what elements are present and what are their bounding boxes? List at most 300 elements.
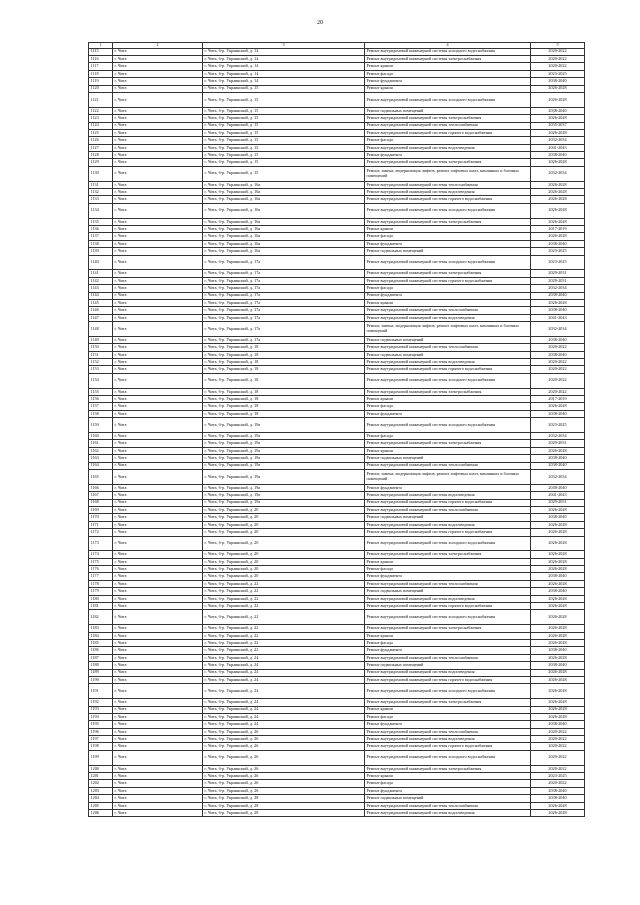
cell-period: 2029-2031 xyxy=(531,499,585,506)
cell-period: 2038-2040 xyxy=(531,336,585,343)
cell-address: г. Чита, б-р. Украинский, д. 16а xyxy=(203,240,365,247)
table-row xyxy=(89,129,585,136)
cell-work-type: Ремонт внутридомовой инженерной системы теплоснабжения xyxy=(365,802,531,809)
cell-address: г. Чита, б-р. Украинский, д. 14 xyxy=(203,55,365,62)
cell-address: г. Чита, б-р. Украинский, д. 24 xyxy=(203,654,365,661)
table-row xyxy=(89,240,585,247)
cell-address: г. Чита, б-р. Украинский, д. 14 xyxy=(203,48,365,55)
cell-row-number: 1196 xyxy=(89,728,113,735)
cell-city: г. Чита xyxy=(113,580,203,587)
cell-address: г. Чита, б-р. Украинский, д. 14 xyxy=(203,70,365,77)
cell-city: г. Чита xyxy=(113,447,203,454)
cell-row-number: 1131 xyxy=(89,181,113,188)
cell-period: 2026-2028 xyxy=(531,632,585,639)
cell-work-type: Ремонт крыши xyxy=(365,773,531,780)
cell-row-number: 1141 xyxy=(89,270,113,277)
cell-city: г. Чита xyxy=(113,625,203,632)
cell-address: г. Чита, б-р. Украинский, д. 19а xyxy=(203,492,365,499)
cell-work-type: Ремонт внутридомовой инженерной системы водоотведения xyxy=(365,359,531,366)
cell-city: г. Чита xyxy=(113,418,203,433)
cell-work-type: Ремонт внутридомовой инженерной системы теплоснабжения xyxy=(365,580,531,587)
cell-period: 2023-2025 xyxy=(531,70,585,77)
cell-row-number: 1124 xyxy=(89,122,113,129)
cell-row-number: 1189 xyxy=(89,669,113,676)
cell-period: 2017-2019 xyxy=(531,396,585,403)
cell-address: г. Чита, б-р. Украинский, д. 16а xyxy=(203,189,365,196)
cell-period: 2041-2043 xyxy=(531,144,585,151)
cell-row-number: 1163 xyxy=(89,455,113,462)
cell-row-number: 1204 xyxy=(89,795,113,802)
cell-row-number: 1203 xyxy=(89,787,113,794)
table-row xyxy=(89,699,585,706)
cell-period: 2026-2028 xyxy=(531,603,585,610)
cell-row-number: 1126 xyxy=(89,137,113,144)
cell-work-type: Ремонт внутридомовой инженерной системы электроснабжения xyxy=(365,551,531,558)
cell-period: 2026-2028 xyxy=(531,189,585,196)
cell-period: 2020-2022 xyxy=(531,750,585,765)
table-row xyxy=(89,595,585,602)
cell-work-type: Ремонт внутридомовой инженерной системы горячего водоснабжения xyxy=(365,277,531,284)
cell-period: 2020-2022 xyxy=(531,736,585,743)
cell-work-type: Ремонт внутридомовой инженерной системы электроснабжения xyxy=(365,625,531,632)
cell-period: 2020-2022 xyxy=(531,765,585,772)
cell-address: г. Чита, б-р. Украинский, д. 17а xyxy=(203,292,365,299)
cell-address: г. Чита, б-р. Украинский, д. 22 xyxy=(203,603,365,610)
table-row xyxy=(89,743,585,750)
cell-period: 2026-2028 xyxy=(531,558,585,565)
cell-address: г. Чита, б-р. Украинский, д. 18 xyxy=(203,373,365,388)
cell-period: 2020-2022 xyxy=(531,344,585,351)
cell-address: г. Чита, б-р. Украинский, д. 24 xyxy=(203,706,365,713)
table-row xyxy=(89,455,585,462)
table-row xyxy=(89,307,585,314)
cell-work-type: Ремонт внутридомовой инженерной системы теплоснабжения xyxy=(365,307,531,314)
cell-address: г. Чита, б-р. Украинский, д. 22 xyxy=(203,595,365,602)
cell-address: г. Чита, б-р. Украинский, д. 19а xyxy=(203,433,365,440)
table-row xyxy=(89,610,585,625)
cell-period: 2032-2034 xyxy=(531,433,585,440)
table-row xyxy=(89,440,585,447)
table-row xyxy=(89,63,585,70)
cell-city: г. Чита xyxy=(113,551,203,558)
table-row xyxy=(89,366,585,373)
capital-repair-table xyxy=(88,42,585,817)
cell-address: г. Чита, б-р. Украинский, д. 24 xyxy=(203,721,365,728)
cell-period: 2020-2022 xyxy=(531,388,585,395)
cell-period: 2032-2034 xyxy=(531,137,585,144)
table-row xyxy=(89,159,585,166)
cell-work-type: Ремонт фундамента xyxy=(365,410,531,417)
cell-work-type: Ремонт подвальных помещений xyxy=(365,351,531,358)
cell-city: г. Чита xyxy=(113,484,203,491)
cell-period: 2026-2028 xyxy=(531,506,585,513)
cell-city: г. Чита xyxy=(113,787,203,794)
cell-work-type: Ремонт крыши xyxy=(365,632,531,639)
cell-row-number: 1173 xyxy=(89,536,113,551)
cell-city: г. Чита xyxy=(113,802,203,809)
cell-address: г. Чита, б-р. Украинский, д. 24 xyxy=(203,676,365,683)
cell-city: г. Чита xyxy=(113,115,203,122)
cell-row-number: 1119 xyxy=(89,78,113,85)
cell-work-type: Ремонт фундамента xyxy=(365,78,531,85)
cell-period: 2026-2028 xyxy=(531,684,585,699)
cell-row-number: 1183 xyxy=(89,625,113,632)
cell-period: 2032-2034 xyxy=(531,285,585,292)
cell-address: г. Чита, б-р. Украинский, д. 16а xyxy=(203,226,365,233)
cell-work-type: Ремонт внутридомовой инженерной системы холодного водоснабжения xyxy=(365,373,531,388)
cell-period: 2020-2022 xyxy=(531,359,585,366)
table-row xyxy=(89,433,585,440)
cell-city: г. Чита xyxy=(113,373,203,388)
cell-work-type: Ремонт внутридомовой инженерной системы холодного водоснабжения xyxy=(365,92,531,107)
table-row xyxy=(89,558,585,565)
cell-work-type: Ремонт внутридомовой инженерной системы теплоснабжения xyxy=(365,654,531,661)
cell-work-type: Ремонт крыши xyxy=(365,447,531,454)
cell-city: г. Чита xyxy=(113,662,203,669)
cell-row-number: 1150 xyxy=(89,344,113,351)
cell-period: 2032-2034 xyxy=(531,322,585,337)
cell-row-number: 1134 xyxy=(89,203,113,218)
cell-row-number: 1132 xyxy=(89,189,113,196)
cell-row-number: 1206 xyxy=(89,810,113,817)
cell-address: г. Чита, б-р. Украинский, д. 26 xyxy=(203,736,365,743)
table-row xyxy=(89,55,585,62)
cell-address: г. Чита, б-р. Украинский, д. 15 xyxy=(203,159,365,166)
cell-period: 2026-2028 xyxy=(531,159,585,166)
cell-row-number: 1154 xyxy=(89,373,113,388)
cell-address: г. Чита, б-р. Украинский, д. 14 xyxy=(203,63,365,70)
cell-address: г. Чита, б-р. Украинский, д. 19а xyxy=(203,484,365,491)
cell-period: 2026-2028 xyxy=(531,196,585,203)
cell-work-type: Ремонт внутридомовой инженерной системы электроснабжения xyxy=(365,699,531,706)
cell-row-number: 1135 xyxy=(89,218,113,225)
cell-period: 2038-2040 xyxy=(531,647,585,654)
cell-work-type: Ремонт подвальных помещений xyxy=(365,107,531,114)
cell-address: г. Чита, б-р. Украинский, д. 26 xyxy=(203,728,365,735)
header-col-4: 4 xyxy=(365,43,531,49)
cell-period: 2038-2040 xyxy=(531,514,585,521)
cell-row-number: 1152 xyxy=(89,359,113,366)
cell-city: г. Чита xyxy=(113,654,203,661)
table-row xyxy=(89,410,585,417)
cell-address: г. Чита, б-р. Украинский, д. 18 xyxy=(203,388,365,395)
cell-address: г. Чита, б-р. Украинский, д. 17а xyxy=(203,299,365,306)
cell-address: г. Чита, б-р. Украинский, д. 19а xyxy=(203,440,365,447)
cell-address: г. Чита, б-р. Украинский, д. 15 xyxy=(203,129,365,136)
cell-row-number: 1133 xyxy=(89,196,113,203)
cell-address: г. Чита, б-р. Украинский, д. 20 xyxy=(203,536,365,551)
cell-row-number: 1198 xyxy=(89,743,113,750)
cell-city: г. Чита xyxy=(113,713,203,720)
cell-row-number: 1195 xyxy=(89,721,113,728)
cell-work-type: Ремонт фундамента xyxy=(365,484,531,491)
cell-address: г. Чита, б-р. Украинский, д. 15 xyxy=(203,107,365,114)
cell-period: 2020-2022 xyxy=(531,55,585,62)
cell-row-number: 1160 xyxy=(89,433,113,440)
cell-row-number: 1166 xyxy=(89,484,113,491)
cell-city: г. Чита xyxy=(113,506,203,513)
cell-city: г. Чита xyxy=(113,144,203,151)
cell-city: г. Чита xyxy=(113,433,203,440)
cell-city: г. Чита xyxy=(113,85,203,92)
cell-row-number: 1128 xyxy=(89,152,113,159)
cell-work-type: Ремонт внутридомовой инженерной системы горячего водоснабжения xyxy=(365,499,531,506)
table-row xyxy=(89,447,585,454)
cell-period: 2026-2028 xyxy=(531,447,585,454)
cell-work-type: Ремонт внутридомовой инженерной системы теплоснабжения xyxy=(365,462,531,469)
cell-work-type: Ремонт внутридомовой инженерной системы холодного водоснабжения xyxy=(365,255,531,270)
table-row xyxy=(89,469,585,484)
cell-city: г. Чита xyxy=(113,536,203,551)
cell-row-number: 1143 xyxy=(89,285,113,292)
cell-row-number: 1200 xyxy=(89,765,113,772)
table-row xyxy=(89,706,585,713)
cell-row-number: 1161 xyxy=(89,440,113,447)
cell-city: г. Чита xyxy=(113,48,203,55)
cell-work-type: Ремонт фасада xyxy=(365,640,531,647)
table-row xyxy=(89,248,585,255)
cell-address: г. Чита, б-р. Украинский, д. 19а xyxy=(203,418,365,433)
cell-row-number: 1149 xyxy=(89,336,113,343)
cell-work-type: Ремонт подвальных помещений xyxy=(365,336,531,343)
cell-row-number: 1129 xyxy=(89,159,113,166)
cell-address: г. Чита, б-р. Украинский, д. 15 xyxy=(203,122,365,129)
table-row xyxy=(89,536,585,551)
cell-address: г. Чита, б-р. Украинский, д. 15 xyxy=(203,137,365,144)
cell-address: г. Чита, б-р. Украинский, д. 22 xyxy=(203,610,365,625)
cell-city: г. Чита xyxy=(113,336,203,343)
cell-address: г. Чита, б-р. Украинский, д. 17а xyxy=(203,277,365,284)
cell-row-number: 1193 xyxy=(89,706,113,713)
cell-period: 2029-2031 xyxy=(531,270,585,277)
header-col-5: 5 xyxy=(531,43,585,49)
cell-row-number: 1171 xyxy=(89,521,113,528)
cell-address: г. Чита, б-р. Украинский, д. 16а xyxy=(203,218,365,225)
cell-work-type: Ремонт внутридомовой инженерной системы холодного водоснабжения xyxy=(365,750,531,765)
cell-row-number: 1116 xyxy=(89,55,113,62)
cell-work-type: Ремонт фундамента xyxy=(365,787,531,794)
cell-work-type: Ремонт внутридомовой инженерной системы теплоснабжения xyxy=(365,344,531,351)
cell-address: г. Чита, б-р. Украинский, д. 19а xyxy=(203,447,365,454)
cell-city: г. Чита xyxy=(113,159,203,166)
cell-city: г. Чита xyxy=(113,55,203,62)
cell-row-number: 1181 xyxy=(89,603,113,610)
cell-row-number: 1192 xyxy=(89,699,113,706)
cell-period: 2038-2040 xyxy=(531,292,585,299)
cell-period: 2020-2022 xyxy=(531,48,585,55)
cell-work-type: Ремонт подвальных помещений xyxy=(365,248,531,255)
cell-address: г. Чита, б-р. Украинский, д. 16а xyxy=(203,203,365,218)
cell-work-type: Ремонт фундамента xyxy=(365,721,531,728)
table-row xyxy=(89,573,585,580)
cell-work-type: Ремонт внутридомовой инженерной системы водоотведения xyxy=(365,521,531,528)
cell-work-type: Ремонт фасада xyxy=(365,233,531,240)
table-row xyxy=(89,189,585,196)
cell-address: г. Чита, б-р. Украинский, д. 15 xyxy=(203,115,365,122)
cell-period: 2023-2025 xyxy=(531,773,585,780)
table-row xyxy=(89,270,585,277)
cell-work-type: Ремонт внутридомовой инженерной системы электроснабжения xyxy=(365,388,531,395)
cell-work-type: Ремонт внутридомовой инженерной системы горячего водоснабжения xyxy=(365,676,531,683)
cell-address: г. Чита, б-р. Украинский, д. 28 xyxy=(203,795,365,802)
cell-city: г. Чита xyxy=(113,359,203,366)
cell-row-number: 1187 xyxy=(89,654,113,661)
cell-row-number: 1178 xyxy=(89,580,113,587)
cell-work-type: Ремонт крыши xyxy=(365,558,531,565)
cell-work-type: Ремонт внутридомовой инженерной системы горячего водоснабжения xyxy=(365,603,531,610)
cell-address: г. Чита, б-р. Украинский, д. 26 xyxy=(203,780,365,787)
cell-address: г. Чита, б-р. Украинский, д. 17а xyxy=(203,307,365,314)
cell-address: г. Чита, б-р. Украинский, д. 17а xyxy=(203,285,365,292)
table-row xyxy=(89,721,585,728)
cell-city: г. Чита xyxy=(113,255,203,270)
cell-work-type: Ремонт внутридомовой инженерной системы холодного водоснабжения xyxy=(365,48,531,55)
cell-city: г. Чита xyxy=(113,322,203,337)
table-row xyxy=(89,152,585,159)
table-row xyxy=(89,588,585,595)
table-row xyxy=(89,359,585,366)
cell-period: 2032-2034 xyxy=(531,166,585,181)
cell-period: 2026-2028 xyxy=(531,713,585,720)
cell-period: 2026-2028 xyxy=(531,640,585,647)
cell-city: г. Чита xyxy=(113,181,203,188)
cell-period: 2026-2028 xyxy=(531,802,585,809)
cell-work-type: Ремонт внутридомовой инженерной системы электроснабжения xyxy=(365,270,531,277)
cell-city: г. Чита xyxy=(113,78,203,85)
cell-row-number: 1146 xyxy=(89,307,113,314)
cell-city: г. Чита xyxy=(113,603,203,610)
cell-row-number: 1167 xyxy=(89,492,113,499)
cell-address: г. Чита, б-р. Украинский, д. 19а xyxy=(203,469,365,484)
cell-address: г. Чита, б-р. Украинский, д. 26 xyxy=(203,743,365,750)
cell-period: 2038-2040 xyxy=(531,240,585,247)
cell-address: г. Чита, б-р. Украинский, д. 28 xyxy=(203,802,365,809)
cell-period: 2026-2028 xyxy=(531,403,585,410)
cell-work-type: Ремонт крыши xyxy=(365,396,531,403)
cell-period: 2038-2040 xyxy=(531,573,585,580)
table-row xyxy=(89,181,585,188)
cell-row-number: 1137 xyxy=(89,233,113,240)
cell-work-type: Ремонт внутридомовой инженерной системы теплоснабжения xyxy=(365,122,531,129)
cell-address: г. Чита, б-р. Украинский, д. 19а xyxy=(203,462,365,469)
cell-period: 2038-2040 xyxy=(531,462,585,469)
cell-period: 2026-2028 xyxy=(531,610,585,625)
cell-row-number: 1188 xyxy=(89,662,113,669)
cell-work-type: Ремонт внутридомовой инженерной системы холодного водоснабжения xyxy=(365,610,531,625)
cell-period: 2026-2028 xyxy=(531,129,585,136)
cell-period: 2026-2028 xyxy=(531,115,585,122)
table-row xyxy=(89,795,585,802)
cell-city: г. Чита xyxy=(113,765,203,772)
cell-work-type: Ремонт крыши xyxy=(365,63,531,70)
cell-work-type: Ремонт внутридомовой инженерной системы электроснабжения xyxy=(365,218,531,225)
cell-work-type: Ремонт внутридомовой инженерной системы холодного водоснабжения xyxy=(365,536,531,551)
cell-work-type: Ремонт фундамента xyxy=(365,573,531,580)
cell-work-type: Ремонт фасада xyxy=(365,137,531,144)
cell-work-type: Ремонт внутридомовой инженерной системы водоотведения xyxy=(365,736,531,743)
cell-city: г. Чита xyxy=(113,669,203,676)
cell-city: г. Чита xyxy=(113,366,203,373)
cell-period: 2041-2043 xyxy=(531,314,585,321)
cell-city: г. Чита xyxy=(113,469,203,484)
cell-address: г. Чита, б-р. Украинский, д. 20 xyxy=(203,566,365,573)
cell-city: г. Чита xyxy=(113,63,203,70)
cell-row-number: 1179 xyxy=(89,588,113,595)
cell-row-number: 1115 xyxy=(89,48,113,55)
cell-period: 2038-2040 xyxy=(531,107,585,114)
table-row xyxy=(89,529,585,536)
table-row xyxy=(89,396,585,403)
cell-address: г. Чита, б-р. Украинский, д. 26 xyxy=(203,787,365,794)
cell-period: 2038-2040 xyxy=(531,662,585,669)
cell-row-number: 1170 xyxy=(89,514,113,521)
cell-row-number: 1139 xyxy=(89,248,113,255)
table-row xyxy=(89,506,585,513)
header-col-3: 3 xyxy=(203,43,365,49)
cell-city: г. Чита xyxy=(113,285,203,292)
cell-period: 2020-2022 xyxy=(531,780,585,787)
cell-period: 2029-2031 xyxy=(531,277,585,284)
cell-period: 2026-2028 xyxy=(531,299,585,306)
cell-city: г. Чита xyxy=(113,573,203,580)
cell-city: г. Чита xyxy=(113,743,203,750)
table-row xyxy=(89,765,585,772)
cell-period: 2026-2028 xyxy=(531,595,585,602)
cell-period: 2020-2022 xyxy=(531,63,585,70)
cell-period: 2026-2028 xyxy=(531,536,585,551)
cell-address: г. Чита, б-р. Украинский, д. 17а xyxy=(203,270,365,277)
table-row xyxy=(89,566,585,573)
cell-work-type: Ремонт крыши xyxy=(365,85,531,92)
cell-row-number: 1169 xyxy=(89,506,113,513)
cell-period: 2026-2028 xyxy=(531,551,585,558)
cell-period: 2038-2040 xyxy=(531,351,585,358)
cell-city: г. Чита xyxy=(113,129,203,136)
cell-period: 2029-2031 xyxy=(531,440,585,447)
cell-row-number: 1140 xyxy=(89,255,113,270)
cell-work-type: Ремонт, замена, модернизация лифтов, ремонт лифтовых шахт, машинных и блочных помещений xyxy=(365,166,531,181)
table-row xyxy=(89,499,585,506)
cell-row-number: 1184 xyxy=(89,632,113,639)
cell-row-number: 1180 xyxy=(89,595,113,602)
cell-period: 2026-2028 xyxy=(531,521,585,528)
cell-row-number: 1156 xyxy=(89,396,113,403)
cell-work-type: Ремонт крыши xyxy=(365,226,531,233)
cell-city: г. Чита xyxy=(113,780,203,787)
cell-address: г. Чита, б-р. Украинский, д. 22 xyxy=(203,580,365,587)
cell-work-type: Ремонт крыши xyxy=(365,299,531,306)
cell-row-number: 1148 xyxy=(89,322,113,337)
cell-address: г. Чита, б-р. Украинский, д. 24 xyxy=(203,662,365,669)
cell-city: г. Чита xyxy=(113,226,203,233)
table-row xyxy=(89,144,585,151)
cell-row-number: 1123 xyxy=(89,115,113,122)
table-row xyxy=(89,632,585,639)
cell-work-type: Ремонт подвальных помещений xyxy=(365,588,531,595)
cell-city: г. Чита xyxy=(113,462,203,469)
cell-address: г. Чита, б-р. Украинский, д. 14 xyxy=(203,78,365,85)
cell-work-type: Ремонт внутридомовой инженерной системы горячего водоснабжения xyxy=(365,529,531,536)
table-row xyxy=(89,713,585,720)
table-row xyxy=(89,226,585,233)
table-row xyxy=(89,654,585,661)
cell-address: г. Чита, б-р. Украинский, д. 18 xyxy=(203,344,365,351)
cell-work-type: Ремонт подвальных помещений xyxy=(365,514,531,521)
table-row xyxy=(89,773,585,780)
cell-period: 2026-2028 xyxy=(531,233,585,240)
cell-period: 2026-2028 xyxy=(531,566,585,573)
cell-work-type: Ремонт подвальных помещений xyxy=(365,455,531,462)
